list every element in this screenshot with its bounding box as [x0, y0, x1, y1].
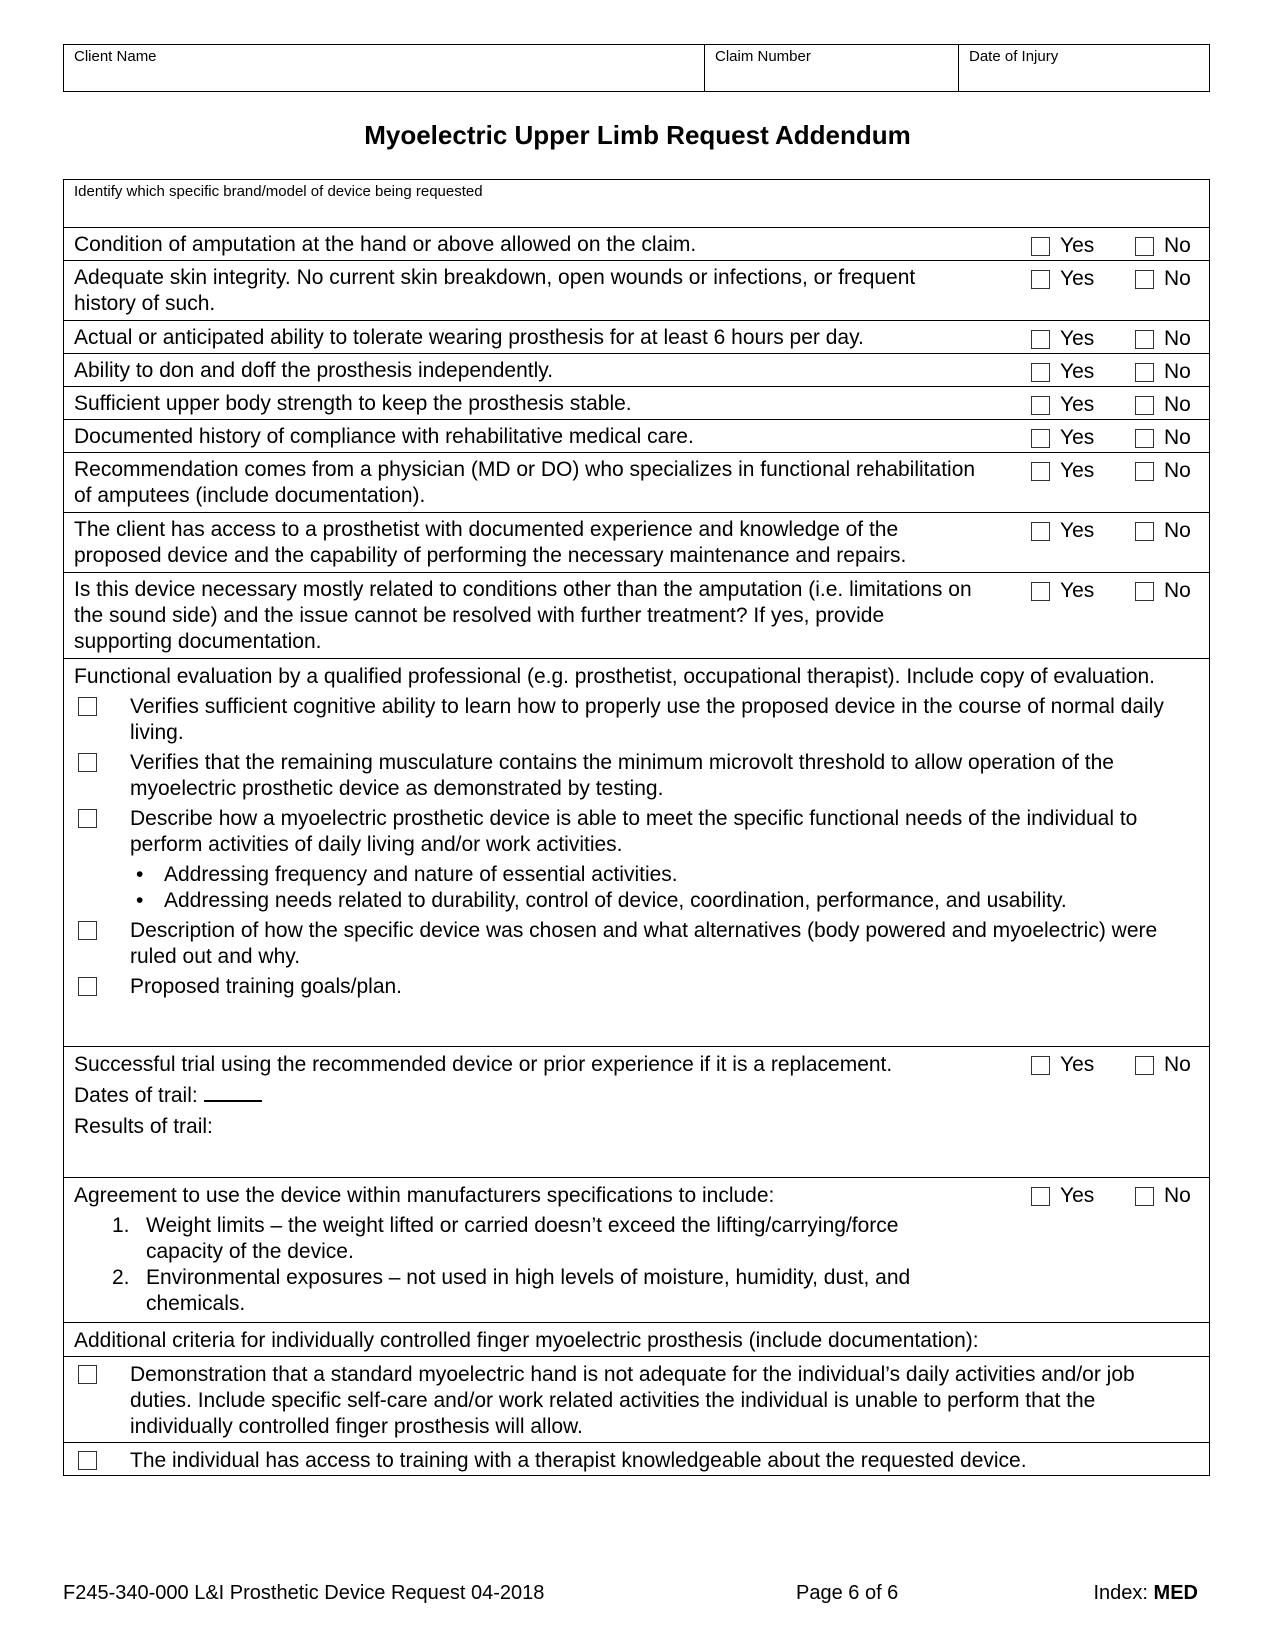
no-label: No	[1164, 1053, 1191, 1076]
yes-label: Yes	[1060, 459, 1095, 482]
question-row	[64, 419, 1209, 452]
no-checkbox[interactable]	[1135, 396, 1154, 415]
question-text: Documented history of compliance with rehabilitative medical care.	[74, 425, 694, 448]
no-option[interactable]	[1135, 1183, 1199, 1209]
yes-checkbox[interactable]	[1031, 270, 1050, 289]
yes-option[interactable]	[1031, 233, 1135, 259]
question-row	[64, 353, 1209, 386]
question-row	[64, 227, 1209, 260]
numbered-item	[112, 1213, 1199, 1265]
no-label: No	[1164, 267, 1191, 290]
checklist-text: The individual has access to training with a therapist knowledgeable about the requested device.	[130, 1449, 1027, 1472]
page-title: Myoelectric Upper Limb Request Addendum	[364, 120, 911, 150]
yes-no-group	[1031, 518, 1199, 544]
bullet-item: • Addressing needs related to durability, control of device, coordination, performance, and usability.	[164, 888, 1199, 914]
yes-label: Yes	[1060, 360, 1095, 383]
yes-checkbox[interactable]	[1031, 1056, 1050, 1075]
checklist-text: Proposed training goals/plan.	[130, 975, 403, 998]
question-row	[64, 572, 1209, 658]
question-text: The client has access to a prosthetist with documented experience and knowledge of the proposed device and the capability of performing the necessary maintenance and repairs.	[74, 518, 907, 567]
trial-section	[64, 1046, 1209, 1177]
agreement-section	[64, 1177, 1209, 1322]
bullet-item: • Addressing frequency and nature of essential activities.	[164, 862, 1199, 888]
no-checkbox[interactable]	[1135, 1056, 1154, 1075]
agreement-question: Agreement to use the device within manufacturers specifications to include:	[74, 1184, 775, 1207]
page-number: Page 6 of 6	[796, 1582, 899, 1604]
yes-no-group	[1031, 359, 1199, 385]
yes-no-group	[1031, 458, 1199, 484]
results-of-trial-label[interactable]: Results of trail:	[74, 1115, 213, 1138]
dates-of-trial-field[interactable]	[74, 1083, 1199, 1109]
checklist-item	[74, 974, 1199, 1000]
checkbox[interactable]	[78, 697, 97, 716]
no-option[interactable]	[1135, 326, 1199, 352]
form-id: F245-340-000 L&I Prosthetic Device Request 04-2018	[63, 1582, 545, 1604]
yes-no-group	[1031, 425, 1199, 451]
yes-checkbox[interactable]	[1031, 330, 1050, 349]
no-label: No	[1164, 360, 1191, 383]
yes-no-group	[1031, 578, 1199, 604]
yes-option[interactable]	[1031, 578, 1135, 604]
device-model-field[interactable]	[64, 180, 1209, 227]
dates-blank-line[interactable]	[204, 1084, 262, 1102]
no-label: No	[1164, 426, 1191, 449]
no-option[interactable]	[1135, 518, 1199, 544]
no-checkbox[interactable]	[1135, 429, 1154, 448]
additional-criteria-heading: Additional criteria for individually controlled finger myoelectric prosthesis (include documentation):	[74, 1329, 979, 1352]
question-text: Ability to don and doff the prosthesis independently.	[74, 359, 554, 382]
index-value: MED	[1153, 1582, 1198, 1604]
question-row	[64, 512, 1209, 572]
yes-label: Yes	[1060, 426, 1095, 449]
functional-intro: Functional evaluation by a qualified professional (e.g. prosthetist, occupational therapist). Include copy of evaluation.	[74, 665, 1155, 688]
question-text: Adequate skin integrity. No current skin breakdown, open wounds or infections, or frequent history of such.	[74, 266, 916, 315]
yes-checkbox[interactable]	[1031, 462, 1050, 481]
no-option[interactable]	[1135, 458, 1199, 484]
no-checkbox[interactable]	[1135, 363, 1154, 382]
form-table	[63, 179, 1210, 1476]
question-text: Actual or anticipated ability to tolerate wearing prosthesis for at least 6 hours per day.	[74, 326, 864, 349]
no-checkbox[interactable]	[1135, 270, 1154, 289]
checkbox[interactable]	[78, 753, 97, 772]
client-name-label: Client Name	[74, 48, 157, 65]
yes-option[interactable]	[1031, 1052, 1135, 1078]
yes-label: Yes	[1060, 1053, 1095, 1076]
yes-checkbox[interactable]	[1031, 522, 1050, 541]
checklist-text: Verifies sufficient cognitive ability to learn how to properly use the proposed device in the course of normal daily living.	[130, 695, 1164, 744]
yes-label: Yes	[1060, 267, 1095, 290]
no-label: No	[1164, 1184, 1191, 1207]
yes-option[interactable]	[1031, 458, 1135, 484]
no-checkbox[interactable]	[1135, 522, 1154, 541]
checkbox[interactable]	[78, 809, 97, 828]
yes-label: Yes	[1060, 234, 1095, 257]
yes-option[interactable]	[1031, 326, 1135, 352]
question-row	[64, 452, 1209, 512]
checklist-item	[74, 806, 1199, 858]
question-row	[64, 386, 1209, 419]
no-label: No	[1164, 519, 1191, 542]
yes-option[interactable]	[1031, 518, 1135, 544]
additional-criteria-item-row	[64, 1356, 1209, 1442]
index	[1094, 1582, 1199, 1605]
yes-label: Yes	[1060, 327, 1095, 350]
checkbox[interactable]	[78, 977, 97, 996]
claim-number-label: Claim Number	[715, 48, 811, 65]
numbered-item	[112, 1265, 1199, 1317]
checklist-item	[74, 1448, 1199, 1474]
header-table	[63, 44, 1210, 92]
no-option[interactable]	[1135, 1052, 1199, 1078]
item-number: 1.	[112, 1214, 130, 1237]
no-option[interactable]	[1135, 578, 1199, 604]
date-of-injury-label: Date of Injury	[969, 48, 1059, 65]
yes-checkbox[interactable]	[1031, 429, 1050, 448]
page-footer	[63, 1582, 1198, 1605]
yes-no-group	[1031, 233, 1199, 259]
question-row	[64, 260, 1209, 320]
checklist-text: Verifies that the remaining musculature contains the minimum microvolt threshold to allow operation of the myoelectric prosthetic device as demonstrated by testing.	[130, 751, 1114, 800]
item-number: 2.	[112, 1266, 130, 1289]
checklist-item	[74, 750, 1199, 802]
no-checkbox[interactable]	[1135, 330, 1154, 349]
checklist-text: Demonstration that a standard myoelectric hand is not adequate for the individual’s daily activities and/or job duties. Include specific self-care and/or work related activities the individual is unable to perform that the individually controlled finger prosthesis will allow.	[130, 1363, 1135, 1438]
yes-label: Yes	[1060, 579, 1095, 602]
yes-label: Yes	[1060, 393, 1095, 416]
no-label: No	[1164, 234, 1191, 257]
checklist-item	[74, 1362, 1199, 1440]
question-text: Sufficient upper body strength to keep the prosthesis stable.	[74, 392, 632, 415]
no-checkbox[interactable]	[1135, 582, 1154, 601]
checkbox[interactable]	[78, 921, 97, 940]
yes-checkbox[interactable]	[1031, 582, 1050, 601]
yes-option[interactable]	[1031, 266, 1135, 292]
no-checkbox[interactable]	[1135, 237, 1154, 256]
question-text: Recommendation comes from a physician (MD or DO) who specializes in functional rehabilitation of amputees (include documentation).	[74, 458, 976, 507]
claim-number-field[interactable]	[704, 45, 958, 91]
no-option[interactable]	[1135, 392, 1199, 418]
checklist-text: Description of how the specific device was chosen and what alternatives (body powered and myoelectric) were ruled out and why.	[130, 919, 1158, 968]
checkbox[interactable]	[78, 1365, 97, 1384]
no-label: No	[1164, 579, 1191, 602]
yes-option[interactable]	[1031, 359, 1135, 385]
dates-of-trial-label: Dates of trail:	[74, 1084, 198, 1107]
yes-option[interactable]	[1031, 392, 1135, 418]
checkbox[interactable]	[78, 1451, 97, 1470]
checklist-item	[74, 694, 1199, 746]
date-of-injury-field[interactable]	[958, 45, 1209, 91]
no-option[interactable]	[1135, 233, 1199, 259]
item-text: Weight limits – the weight lifted or carried doesn’t exceed the lifting/carrying/force capacity of the device.	[146, 1214, 899, 1263]
device-model-label: Identify which specific brand/model of device being requested	[74, 183, 483, 200]
numbered-list	[112, 1213, 1199, 1317]
index-label: Index:	[1093, 1582, 1148, 1604]
checklist-item	[74, 918, 1199, 970]
yes-checkbox[interactable]	[1031, 396, 1050, 415]
no-label: No	[1164, 327, 1191, 350]
item-text: Environmental exposures – not used in high levels of moisture, humidity, dust, and chemicals.	[146, 1266, 911, 1315]
no-checkbox[interactable]	[1135, 462, 1154, 481]
question-text: Is this device necessary mostly related to conditions other than the amputation (i.e. limitations on the sound side) and the issue cannot be resolved with further treatment? If yes, provide supporting documentation.	[74, 578, 972, 653]
yes-no-group	[1031, 1183, 1199, 1209]
bullet-list	[164, 862, 1199, 914]
question-text: Condition of amputation at the hand or above allowed on the claim.	[74, 233, 697, 256]
checklist-text: Describe how a myoelectric prosthetic device is able to meet the specific functional needs of the individual to perform activities of daily living and/or work activities.	[130, 807, 1138, 856]
yes-no-group	[1031, 392, 1199, 418]
no-label: No	[1164, 393, 1191, 416]
no-checkbox[interactable]	[1135, 1187, 1154, 1206]
no-option[interactable]	[1135, 266, 1199, 292]
yes-checkbox[interactable]	[1031, 363, 1050, 382]
yes-label: Yes	[1060, 1184, 1095, 1207]
trial-question: Successful trial using the recommended device or prior experience if it is a replacement.	[74, 1053, 893, 1076]
yes-no-group	[1031, 1052, 1199, 1078]
question-row	[64, 320, 1209, 353]
additional-criteria-heading-row	[64, 1322, 1209, 1356]
yes-no-group	[1031, 326, 1199, 352]
yes-checkbox[interactable]	[1031, 1187, 1050, 1206]
functional-evaluation-section	[64, 658, 1209, 1046]
no-option[interactable]	[1135, 359, 1199, 385]
yes-no-group	[1031, 266, 1199, 292]
yes-label: Yes	[1060, 519, 1095, 542]
no-option[interactable]	[1135, 425, 1199, 451]
client-name-field[interactable]	[64, 45, 704, 91]
yes-option[interactable]	[1031, 1183, 1135, 1209]
additional-criteria-item-row	[64, 1442, 1209, 1475]
yes-checkbox[interactable]	[1031, 237, 1050, 256]
no-label: No	[1164, 459, 1191, 482]
yes-option[interactable]	[1031, 425, 1135, 451]
